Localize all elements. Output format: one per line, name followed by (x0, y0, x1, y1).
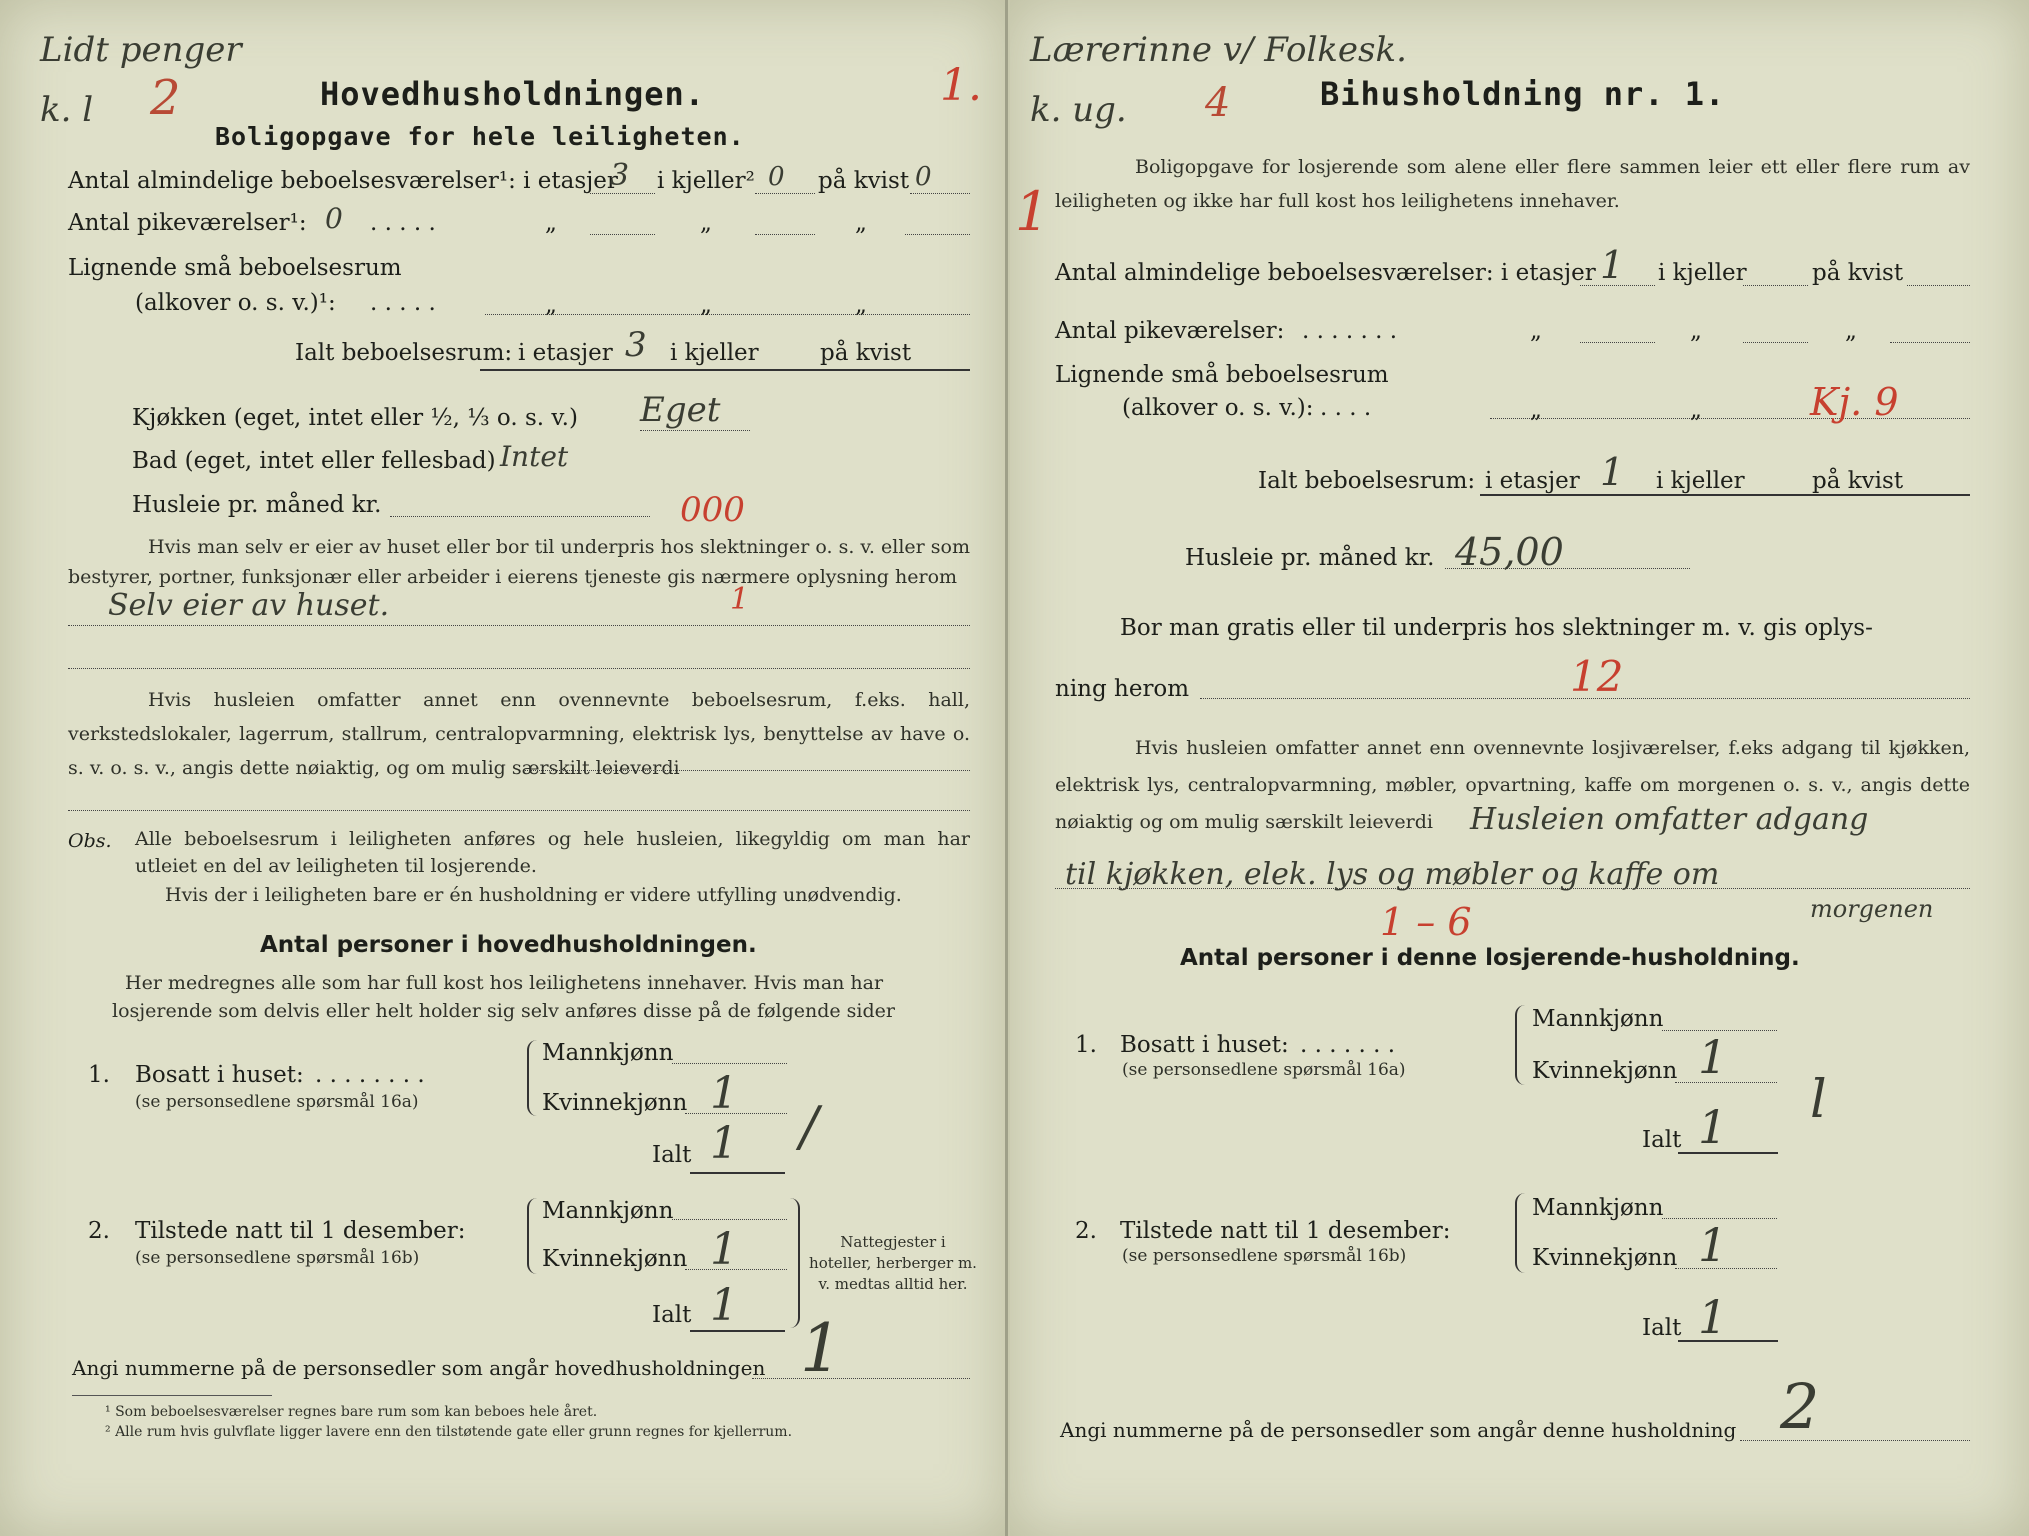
field-line (1740, 1440, 1970, 1441)
field-value: Eget (640, 390, 721, 430)
row-label: på kvist (818, 168, 910, 194)
section-title: Antal personer i denne losjerende-husholdning. (1180, 945, 1800, 971)
field-line (68, 668, 970, 669)
row-label: i kjeller² (657, 168, 755, 194)
field-line (1890, 342, 1970, 343)
ditto: „ (545, 210, 557, 236)
margin-note-num: 2 (150, 70, 181, 126)
eier-text: Hvis man selv er eier av huset eller bor til underpris hos slektninger o. s. v. eller som bestyrer, portner, funksjonær eller arbeider i eierens tjeneste gis nærmere oplysning herom (68, 536, 970, 588)
field-value: 1 (710, 1118, 738, 1169)
field-value: 1 (710, 1224, 738, 1275)
red-value: 1 – 6 (1380, 900, 1472, 944)
right-page (1010, 0, 2029, 1536)
obs-label: Obs. (68, 830, 112, 852)
field-value: 45,00 (1455, 530, 1564, 574)
item-sub: (se personsedlene spørsmål 16a) (1122, 1060, 1406, 1080)
page-title: Bihusholdning nr. 1. (1320, 75, 1726, 113)
field-value: 2 (1780, 1370, 1820, 1443)
field-value: 1 (710, 1280, 738, 1331)
row-label: Husleie pr. måned kr. (1185, 545, 1435, 571)
row-label: i kjeller (670, 340, 759, 366)
row-label: i etasjer (1485, 468, 1580, 494)
intro-text: Boligopgave for losjerende som alene eller flere sammen leier ett eller flere rum av leiligheten og ikke har full kost hos leilighetens innehaver. (1055, 156, 1970, 212)
margin-note-kl: k. l (40, 90, 94, 130)
field-line (755, 234, 815, 235)
brace (527, 1198, 539, 1274)
margin-note: Lærerinne v/ Folkesk. (1030, 30, 1407, 70)
field-line (905, 234, 970, 235)
ialt-label: Ialt (1642, 1127, 1682, 1153)
mann-label: Mannkjønn (542, 1040, 674, 1066)
field-value: 0 (915, 162, 932, 192)
eier-value: Selv eier av huset. (108, 588, 390, 623)
angi-label: Angi nummerne på de personsedler som angår hovedhusholdningen (72, 1356, 766, 1380)
kvinne-label: Kvinnekjønn (1532, 1245, 1678, 1271)
dots: . . . . . (370, 210, 436, 236)
row-label: i kjeller (1658, 260, 1747, 286)
ditto: „ (1845, 318, 1857, 344)
field-value: 0 (325, 202, 343, 235)
ditto: „ (855, 292, 867, 318)
item-number: 2. (1075, 1218, 1097, 1244)
gratis-text: Bor man gratis eller til underpris hos slektninger m. v. gis oplys- (1120, 615, 1873, 641)
row-label: på kvist (820, 340, 912, 366)
ditto: „ (1690, 318, 1702, 344)
field-line (68, 810, 970, 811)
field-line (910, 193, 970, 194)
row-label: Antal almindelige beboelsesværelser¹: i etasjer (68, 168, 618, 194)
red-value: 1 (730, 582, 750, 617)
field-value: 1 (1698, 1100, 1728, 1154)
field-value: 1 (1698, 1218, 1728, 1272)
brace (1515, 1005, 1527, 1085)
row-label: på kvist (1812, 260, 1904, 286)
ditto: „ (1690, 397, 1702, 423)
field-line (640, 430, 750, 431)
brace (788, 1198, 800, 1328)
page-title: Hovedhusholdningen. (320, 75, 706, 113)
brace (1515, 1193, 1527, 1273)
item-number: 2. (88, 1218, 110, 1244)
item-label: Bosatt i huset: (135, 1062, 304, 1088)
row-label: på kvist (1812, 468, 1904, 494)
nattegjester-note: Nattegjester i hoteller, herberger m. v. medtas alltid her. (809, 1233, 977, 1293)
row-label: Lignende små beboelsesrum (1055, 362, 1389, 388)
sum-rule (480, 369, 970, 371)
field-line (1580, 342, 1655, 343)
ditto: „ (1530, 397, 1542, 423)
row-label: Kjøkken (eget, intet eller ½, ⅓ o. s. v.) (132, 405, 578, 431)
section-text: losjerende som delvis eller helt holder sig selv anføres disse på de følgende sider (112, 1000, 895, 1022)
section-text: Her medregnes alle som har full kost hos leilighetens innehaver. Hvis man har (125, 972, 884, 994)
margin-note-num: 4 (1205, 80, 1231, 126)
red-value: 12 (1570, 652, 1624, 701)
kvinne-label: Kvinnekjønn (1532, 1058, 1678, 1084)
omfatter-hw-2: til kjøkken, elek. lys og møbler og kaffe om (1065, 857, 1720, 892)
item-number: 1. (88, 1062, 110, 1088)
row-label: Bad (eget, intet eller fellesbad) (132, 448, 496, 474)
dots: . . . . . . . (1300, 1032, 1396, 1058)
obs-text-2: Hvis der i leiligheten bare er én husholdning er videre utfylling unødvendig. (165, 884, 902, 906)
field-value: 1 (1600, 450, 1625, 494)
ialt-label: Ialt (1642, 1315, 1682, 1341)
angi-label: Angi nummerne på de personsedler som angår denne husholdning (1060, 1418, 1737, 1442)
page-subtitle: Boligopgave for hele leiligheten. (215, 122, 745, 151)
ialt-label: Ialt (652, 1302, 692, 1328)
dots: . . . . . . . (1302, 318, 1398, 344)
field-line (485, 314, 970, 315)
item-label: Bosatt i huset: (1120, 1032, 1289, 1058)
dots: . . . . . (370, 290, 436, 316)
sum-rule (1480, 494, 1970, 496)
check-mark: l (1810, 1070, 1827, 1130)
field-line (1907, 285, 1970, 286)
field-value: 1 (1698, 1030, 1728, 1084)
item-number: 1. (1075, 1032, 1097, 1058)
ditto: „ (545, 292, 557, 318)
field-value: 1 (800, 1310, 842, 1387)
mann-label: Mannkjønn (1532, 1006, 1664, 1032)
row-label: Antal pikeværelser¹: (68, 210, 307, 236)
check-mark: / (800, 1095, 819, 1158)
omfatter-hw-3: morgenen (1810, 895, 1934, 923)
row-label: Lignende små beboelsesrum (68, 255, 402, 281)
footnote: ² Alle rum hvis gulvflate ligger lavere enn den tilstøtende gate eller grunn regnes for kjellerrum. (105, 1424, 793, 1440)
ditto: „ (855, 210, 867, 236)
left-page (0, 0, 1008, 1536)
ialt-label: Ialt (652, 1142, 692, 1168)
field-line (68, 625, 970, 626)
dots: . . . . (1320, 395, 1372, 421)
field-value: 0 (768, 162, 785, 192)
red-mark: 1 (1015, 180, 1050, 243)
footnote: ¹ Som beboelsesværelser regnes bare rum som kan beboes hele året. (105, 1404, 598, 1420)
omfatter-hw-1: Husleien omfatter adgang (1470, 802, 1869, 837)
margin-note-kug: k. ug. (1030, 90, 1127, 130)
row-label: (alkover o. s. v.): (1122, 395, 1314, 421)
row-label: (alkover o. s. v.)¹: (135, 290, 336, 316)
row-label: Antal almindelige beboelsesværelser: i etasjer (1055, 260, 1596, 286)
field-line (1055, 888, 1970, 889)
field-value: 3 (610, 158, 630, 193)
field-value: 1 (1600, 243, 1625, 287)
field-line (525, 770, 970, 771)
section-title: Antal personer i hovedhusholdningen. (260, 932, 757, 958)
margin-note: Lidt penger (40, 30, 242, 70)
mann-label: Mannkjønn (1532, 1195, 1664, 1221)
field-line (590, 193, 655, 194)
item-label: Tilstede natt til 1 desember: (1120, 1218, 1451, 1244)
field-line (1743, 285, 1808, 286)
field-line (390, 516, 650, 517)
field-line (672, 1063, 787, 1064)
ditto: „ (700, 292, 712, 318)
item-sub: (se personsedlene spørsmål 16a) (135, 1092, 419, 1112)
field-line (590, 234, 655, 235)
item-sub: (se personsedlene spørsmål 16b) (135, 1248, 420, 1268)
footnote-rule (72, 1395, 272, 1396)
gratis-text-2: ning herom (1055, 676, 1190, 702)
sum-rule (1678, 1152, 1778, 1154)
sum-rule (690, 1172, 785, 1174)
kvinne-label: Kvinnekjønn (542, 1090, 688, 1116)
kvinne-label: Kvinnekjønn (542, 1246, 688, 1272)
field-value: 3 (625, 325, 647, 365)
item-label: Tilstede natt til 1 desember: (135, 1218, 466, 1244)
red-mark: 1. (940, 60, 982, 111)
row-label: i etasjer (518, 340, 613, 366)
brace (527, 1040, 539, 1116)
row-label: Antal pikeværelser: (1055, 318, 1285, 344)
sum-rule (1678, 1340, 1778, 1342)
red-value: 000 (680, 490, 745, 530)
field-line (1743, 342, 1808, 343)
field-value: 1 (710, 1068, 738, 1119)
field-value: Intet (500, 440, 569, 473)
sum-rule (690, 1330, 785, 1332)
row-label: Ialt beboelsesrum: (1258, 468, 1476, 494)
item-sub: (se personsedlene spørsmål 16b) (1122, 1246, 1407, 1266)
field-line (755, 193, 815, 194)
row-label: i kjeller (1656, 468, 1745, 494)
obs-text: Alle beboelsesrum i leiligheten anføres og hele husleien, likegyldig om man har utleiet en del av leiligheten til losjerende. (135, 828, 970, 877)
ditto: „ (1530, 318, 1542, 344)
row-label: Husleie pr. måned kr. (132, 492, 382, 518)
omfatter-text: Hvis husleien omfatter annet enn ovennevnte beboelsesrum, f.eks. hall, verkstedslokaler, lagerrum, stallrum, centralopvarmning, elektrisk lys, benyttelse av have o. s. v. o. s. v., angis dette nøiaktig, og om mulig særskilt leieverdi (68, 689, 970, 779)
red-value: Kj. 9 (1810, 380, 1899, 424)
field-line (752, 1378, 970, 1379)
dots: . . . . . . . . (315, 1062, 425, 1088)
field-value: 1 (1698, 1290, 1728, 1344)
ditto: „ (700, 210, 712, 236)
omfatter-text: Hvis husleien omfatter annet enn ovennevnte losjiværelser, f.eks adgang til kjøkken, elektrisk lys, centralopvarmning, møbler, opvartning, kaffe om morgenen o. s. v., angis dette nøiaktig og om mulig særskilt leieverdi (1055, 737, 1970, 833)
mann-label: Mannkjønn (542, 1198, 674, 1224)
field-line (672, 1219, 787, 1220)
row-label: Ialt beboelsesrum: (295, 340, 513, 366)
